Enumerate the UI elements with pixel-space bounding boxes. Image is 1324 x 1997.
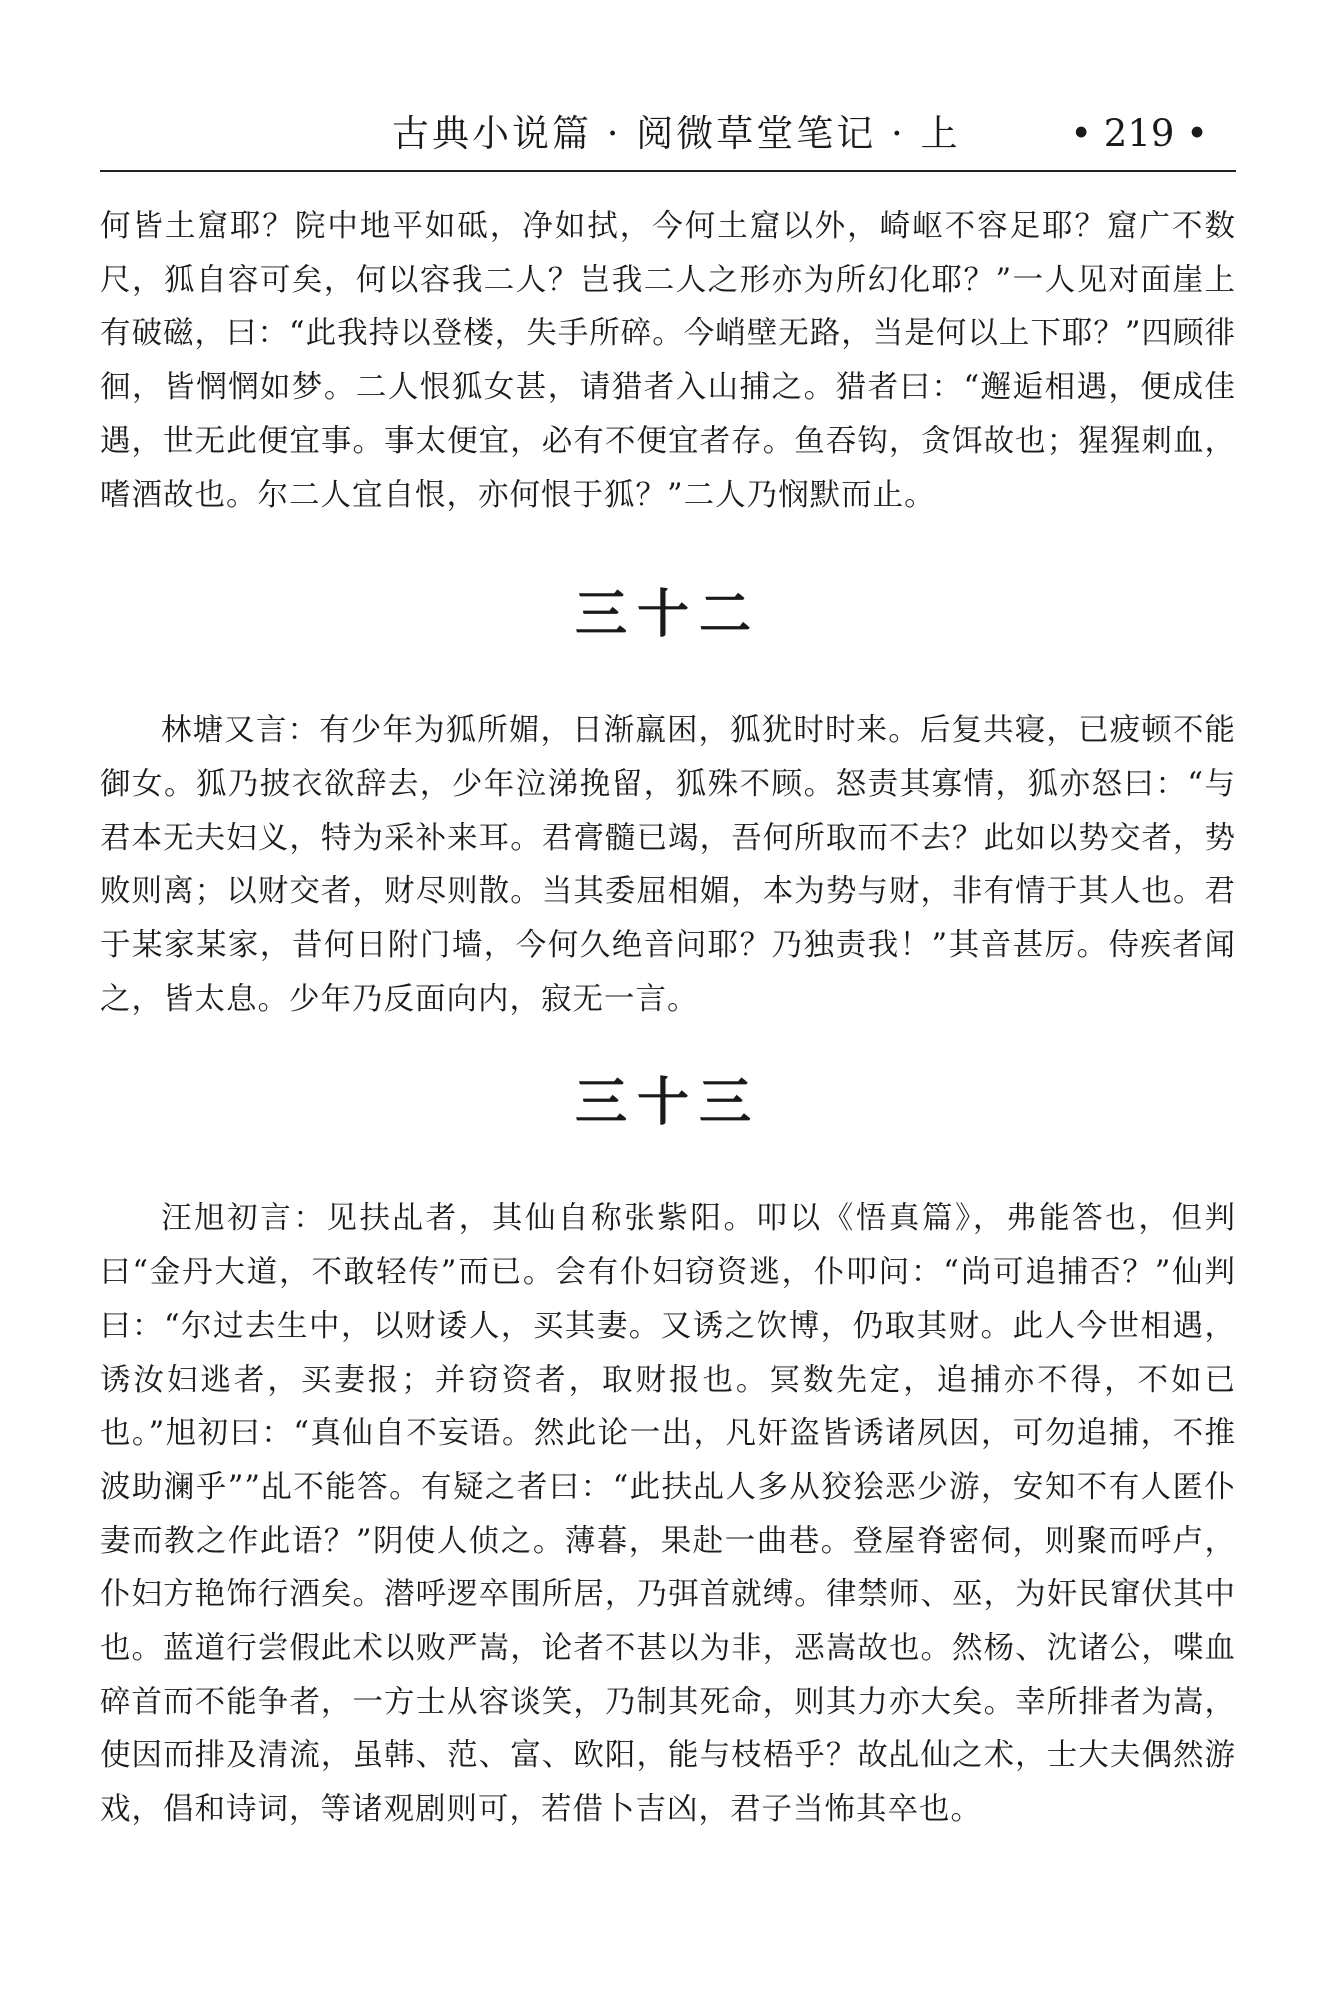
page-number: • 219 • bbox=[1070, 112, 1208, 155]
paragraph-section-32: 林塘又言：有少年为狐所媚，日渐羸困，狐犹时时来。后复共寝，已疲顿不能御女。狐乃披衣欲辞去，少年泣涕挽留，狐殊不顾。怒责其寡情，狐亦怒曰：“与君本无夫妇义，特为采补来耳。君膏髓已竭，吾何所取而不去？此如以势交者，势败则离；以财交者，财尽则散。当其委屈相媚，本为势与财，非有情于其人也。君于某家某家，昔何日附门墙，今何久绝音问耶？乃独责我！”其音甚厉。侍疾者闻之，皆太息。少年乃反面向内，寂无一言。 bbox=[100, 713, 1236, 1017]
page-body bbox=[100, 200, 1236, 1837]
section-heading-33: 三十三 bbox=[574, 1073, 761, 1134]
running-title: 古典小说篇 · 阅微草堂笔记 · 上 bbox=[392, 112, 961, 155]
page-header bbox=[100, 108, 1236, 172]
paragraph-section-33: 汪旭初言：见扶乩者，其仙自称张紫阳。叩以《悟真篇》，弗能答也，但判曰“金丹大道，不敢轻传”而已。会有仆妇窃资逃，仆叩问：“尚可追捕否？”仙判曰：“尔过去生中，以财诿人，买其妻。又诱之饮博，仍取其财。此人今世相遇，诱汝妇逃者，买妻报；并窃资者，取财报也。冥数先定，追捕亦不得，不如已也。”旭初曰：“真仙自不妄语。然此论一出，凡奸盗皆诱诸夙因，可勿追捕，不推波助澜乎””乩不能答。有疑之者曰：“此扶乩人多从狡狯恶少游，安知不有人匿仆妻而教之作此语？”阴使人侦之。薄暮，果赴一曲巷。登屋脊密伺，则聚而呼卢，仆妇方艳饰行酒矣。潜呼逻卒围所居，乃弭首就缚。律禁师、巫，为奸民窜伏其中也。蓝道行尝假此术以败严嵩，论者不甚以为非，恶嵩故也。然杨、沈诸公，喋血碎首而不能争者，一方士从容谈笑，乃制其死命，则其力亦大矣。幸所排者为嵩，使因而排及清流，虽韩、范、富、欧阳，能与枝梧乎？故乩仙之术，士大夫偶然游戏，倡和诗词，等诸观剧则可，若借卜吉凶，君子当怖其卒也。 bbox=[100, 1201, 1236, 1828]
section-heading-32: 三十二 bbox=[574, 585, 761, 646]
paragraph-continuation: 何皆土窟耶？院中地平如砥，净如拭，今何土窟以外，崎岖不容足耶？窟广不数尺，狐自容可矣，何以容我二人？岂我二人之形亦为所幻化耶？”一人见对面崖上有破磁，曰：“此我持以登楼，失手所碎。今峭壁无路，当是何以上下耶？”四顾徘徊，皆惘惘如梦。二人恨狐女甚，请猎者入山捕之。猎者曰：“邂逅相遇，便成佳遇，世无此便宜事。事太便宜，必有不便宜者存。鱼吞钩，贪饵故也；猩猩刺血，嗜酒故也。尔二人宜自恨，亦何恨于狐？”二人乃悯默而止。 bbox=[100, 209, 1236, 513]
